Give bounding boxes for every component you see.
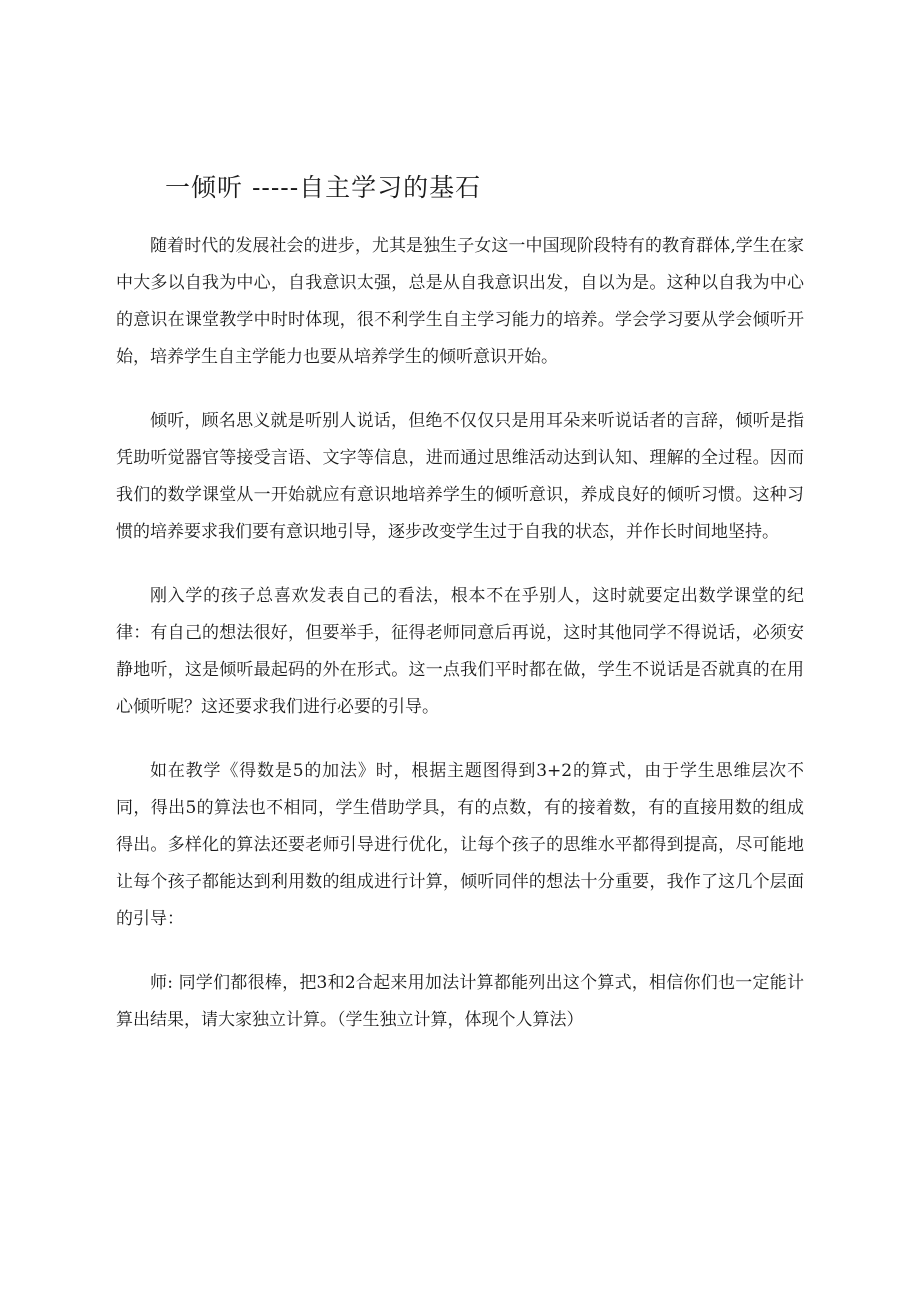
paragraph-3: 刚入学的孩子总喜欢发表自己的看法，根本不在乎别人，这时就要定出数学课堂的纪律：有自己的想法很好，但要举手，征得老师同意后再说，这时其他同学不得说话，必须安静地听，这是倾听最起码的外在形式。这一点我们平时都在做，学生不说话是否就真的在用心倾听呢？这还要求我们进行必要的引导。 xyxy=(116,586,804,717)
paragraph-1: 随着时代的发展社会的进步，尤其是独生子女这一中国现阶段特有的教育群体,学生在家中大多以自我为中心，自我意识太强，总是从自我意识出发，自以为是。这种以自我为中心的意识在课堂教学中时时体现，很不利学生自主学习能力的培养。学会学习要从学会倾听开始，培养学生自主学能力也要从培养学生的倾听意识开始。 xyxy=(116,236,804,367)
paragraph-5: 师: 同学们都很棒，把3和2合起来用加法计算都能列出这个算式，相信你们也一定能计算出结果，请大家独立计算。（学生独立计算，体现个人算法） xyxy=(116,973,804,1030)
document-title: 一倾听 -----自主学习的基石 xyxy=(165,173,482,202)
paragraph-4: 如在教学《得数是5的加法》时，根据主题图得到3+2的算式，由于学生思维层次不同，得出5的算法也不相同，学生借助学具，有的点数，有的接着数，有的直接用数的组成得出。多样化的算法还要老师引导进行优化，让每个孩子的思维水平都得到提高，尽可能地让每个孩子都能达到利用数的组成进行计算，倾听同伴的想法十分重要，我作了这几个层面的引导： xyxy=(116,761,804,929)
document-body xyxy=(116,228,804,1066)
paragraph-2: 倾听，顾名思义就是听别人说话，但绝不仅仅只是用耳朵来听说话者的言辞，倾听是指凭助听觉器官等接受言语、文字等信息，进而通过思维活动达到认知、理解的全过程。因而我们的数学课堂从一开始就应有意识地培养学生的倾听意识，养成良好的倾听习惯。这种习惯的培养要求我们要有意识地引导，逐步改变学生过于自我的状态，并作长时间地坚持。 xyxy=(116,411,804,542)
